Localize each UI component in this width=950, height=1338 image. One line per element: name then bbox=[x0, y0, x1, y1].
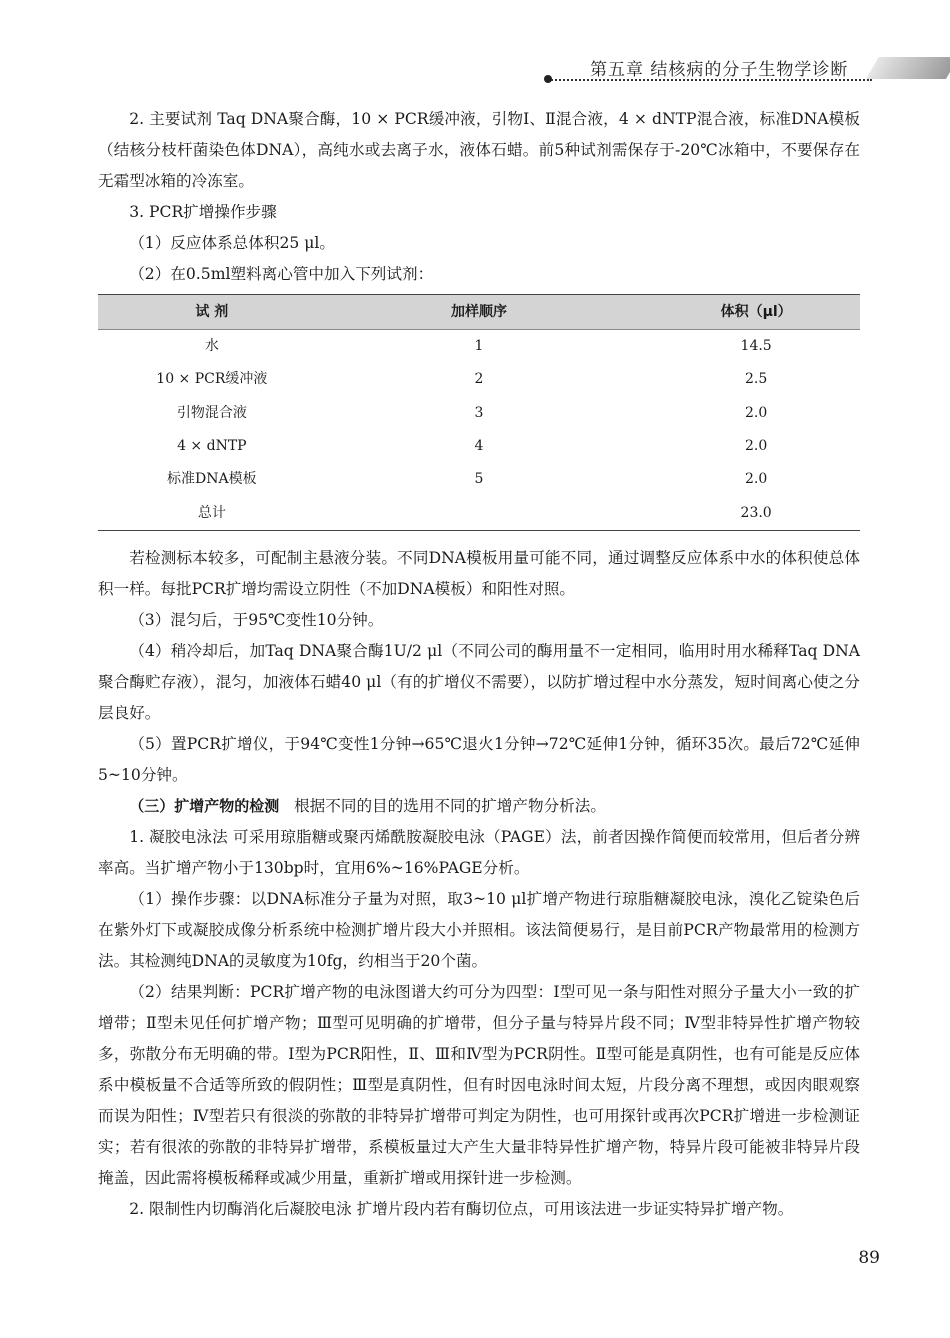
header-bullet-dot bbox=[544, 75, 552, 83]
paragraph-step-4: （4）稍冷却后，加Taq DNA聚合酶1U/2 μl（不同公司的酶用量不一定相同，临用时用水稀释Taq DNA聚合酶贮存液），混匀，加液体石蜡40 μl（有的扩增仪不需要），以防扩增过程中水分蒸发，短时间离心使之分层良好。 bbox=[98, 641, 860, 722]
table-row-total bbox=[98, 496, 860, 530]
paragraph-step-2: （2）在0.5ml塑料离心管中加入下列试剂： bbox=[129, 265, 434, 283]
table-row bbox=[98, 330, 860, 364]
paragraph-procedure: （1）操作步骤：以DNA标准分子量为对照，取3~10 μl扩增产物进行琼脂糖凝胶电泳，溴化乙锭染色后在紫外灯下或凝胶成像分析系统中检测扩增片段大小并照相。该法简便易行，是目前PCR产物最常用的检测方法。其检测纯DNA的灵敏度为10fg，约相当于20个菌。 bbox=[98, 889, 860, 970]
reagent-table bbox=[98, 294, 860, 531]
cell-volume: 14.5 bbox=[740, 338, 772, 355]
section-detection bbox=[98, 791, 860, 822]
paragraph-gel-electrophoresis: 1. 凝胶电泳法 可采用琼脂糖或聚丙烯酰胺凝胶电泳（PAGE）法，前者因操作简便而较常用，但后者分辨率高。当扩增产物小于130bp时，宜用6%~16%PAGE分析。 bbox=[98, 827, 860, 877]
cell-reagent: 水 bbox=[204, 338, 219, 355]
running-header bbox=[548, 55, 948, 85]
header-reagent: 试 剂 bbox=[98, 295, 365, 330]
paragraph-pcr-steps-heading: 3. PCR扩增操作步骤 bbox=[129, 203, 277, 221]
table-row bbox=[98, 397, 860, 430]
cell-reagent: 10 × PCR缓冲液 bbox=[156, 371, 268, 388]
table-row bbox=[98, 430, 860, 463]
section-heading: （三）扩增产物的检测 bbox=[129, 796, 280, 815]
paragraph-restriction-digest: 2. 限制性内切酶消化后凝胶电泳 扩增片段内若有酶切位点，可用该法进一步证实特异扩增产物。 bbox=[129, 1199, 794, 1218]
table-row bbox=[98, 363, 860, 396]
page-body bbox=[98, 104, 860, 1225]
cell-volume: 2.0 bbox=[745, 404, 768, 421]
cell-volume: 23.0 bbox=[593, 496, 860, 530]
cell-volume: 2.0 bbox=[745, 438, 768, 455]
header-gradient-block bbox=[866, 57, 950, 79]
cell-reagent: 引物混合液 bbox=[176, 404, 247, 421]
paragraph-master-mix: 若检测标本较多，可配制主悬液分装。不同DNA模板用量可能不同，通过调整反应体系中水的体积使总体积一样。每批PCR扩增均需设立阴性（不加DNA模板）和阳性对照。 bbox=[98, 548, 860, 598]
cell-order: 3 bbox=[474, 404, 484, 421]
header-order: 加样顺序 bbox=[365, 295, 594, 330]
table-header-row bbox=[98, 295, 860, 330]
cell-order: 5 bbox=[474, 471, 484, 488]
paragraph-reagents: 2. 主要试剂 Taq DNA聚合酶，10 × PCR缓冲液，引物Ⅰ、Ⅱ混合液，4 × dNTP混合液，标准DNA模板（结核分枝杆菌染色体DNA），高纯水或去离子水，液体石蜡。前5种试剂需保存于-20℃冰箱中，不要保存在无霜型冰箱的冷冻室。 bbox=[98, 110, 860, 190]
cell-reagent: 总计 bbox=[98, 496, 365, 530]
page-number: 89 bbox=[858, 1248, 880, 1268]
cell-order: 1 bbox=[474, 338, 484, 355]
paragraph-step-5: （5）置PCR扩增仪，于94℃变性1分钟→65℃退火1分钟→72℃延伸1分钟，循环35次。最后72℃延伸5~10分钟。 bbox=[98, 734, 860, 784]
cell-order bbox=[365, 496, 594, 530]
paragraph-result-interpretation: （2）结果判断：PCR扩增产物的电泳图谱大约可分为四型：Ⅰ型可见一条与阳性对照分子量大小一致的扩增带；Ⅱ型未见任何扩增产物；Ⅲ型可见明确的扩增带，但分子量与特异片段不同；Ⅳ型非特异性扩增产物较多，弥散分布无明确的带。Ⅰ型为PCR阳性，Ⅱ、Ⅲ和Ⅳ型为PCR阴性。Ⅱ型可能是真阴性，也有可能是反应体系中模板量不合适等所致的假阴性；Ⅲ型是真阴性，但有时因电泳时间太短，片段分离不理想，或因肉眼观察而误为阳性；Ⅳ型若只有很淡的弥散的非特异扩增带可判定为阴性，也可用探针或再次PCR扩增进一步检测证实；若有很浓的弥散的非特异扩增带，系模板量过大产生大量非特异性扩增产物，特异片段可能被非特异片段掩盖，因此需将模板稀释或减少用量，重新扩增或用探针进一步检测。 bbox=[98, 982, 860, 1187]
paragraph-step-1: （1）反应体系总体积25 μl。 bbox=[129, 234, 335, 252]
table-row bbox=[98, 463, 860, 496]
header-volume: 体积（μl） bbox=[593, 295, 860, 330]
section-intro: 根据不同的目的选用不同的扩增产物分析法。 bbox=[294, 796, 606, 815]
chapter-title: 第五章 结核病的分子生物学诊断 bbox=[590, 60, 849, 80]
cell-reagent: 4 × dNTP bbox=[177, 438, 247, 455]
cell-volume: 2.0 bbox=[745, 471, 768, 488]
cell-volume: 2.5 bbox=[745, 371, 768, 388]
cell-order: 4 bbox=[474, 438, 484, 455]
cell-reagent: 标准DNA模板 bbox=[167, 471, 257, 488]
cell-order: 2 bbox=[474, 371, 484, 388]
paragraph-step-3: （3）混匀后，于95℃变性10分钟。 bbox=[129, 610, 384, 629]
